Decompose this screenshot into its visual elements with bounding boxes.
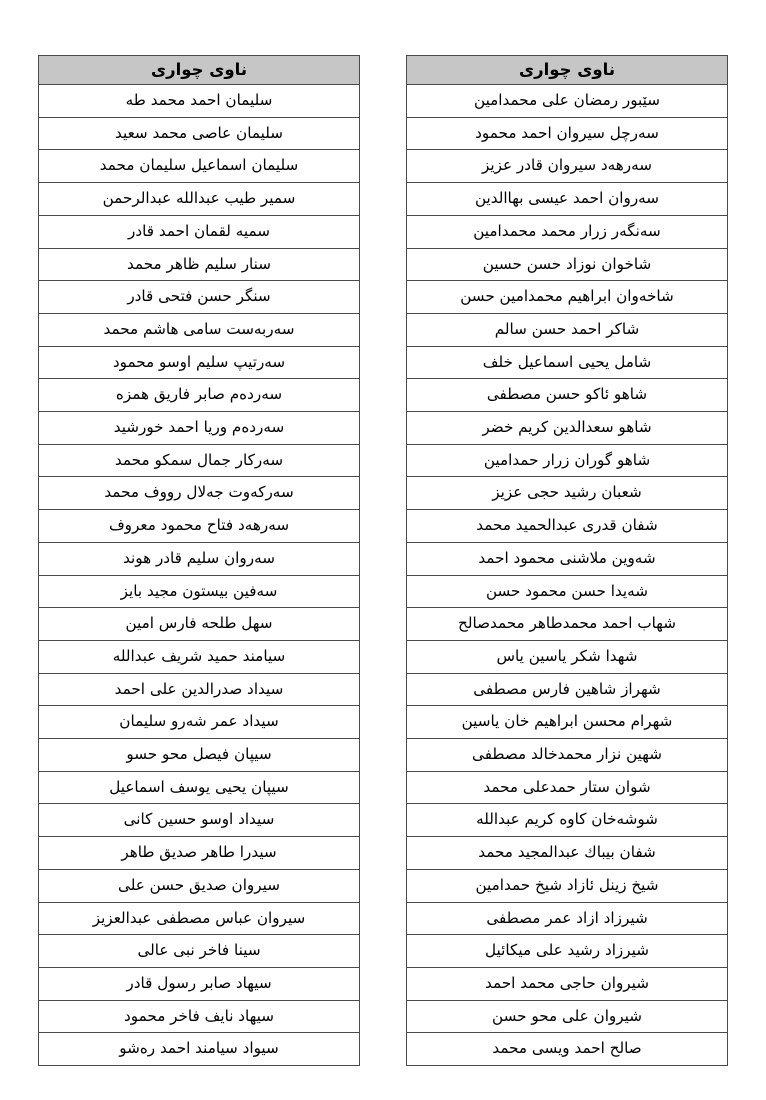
table-row [39,444,360,477]
table-head-left [407,56,728,85]
table-row [407,869,728,902]
name-cell: سینا فاخر نبی عالی [39,935,360,968]
table-row [39,706,360,739]
table-row [407,542,728,575]
table-row [407,902,728,935]
name-cell: سیداد صدرالدین علی احمد [39,673,360,706]
name-cell: سنگر حسن فتحی قادر [39,281,360,314]
name-cell: سمیر طیب عبداللە عبدالرحمن [39,183,360,216]
table-row [39,935,360,968]
table-row [39,510,360,543]
table-row [39,739,360,772]
name-cell: سەرکەوت جەلال رووف محمد [39,477,360,510]
table-row [39,281,360,314]
name-cell: شیرزاد رشید علی میکائیل [407,935,728,968]
name-cell: سلیمان اسماعیل سلیمان محمد [39,150,360,183]
name-cell: سیامند حمید شریف عبداللە [39,640,360,673]
table-row [407,575,728,608]
table-row [39,804,360,837]
name-cell: سیواد سیامند احمد رەشو [39,1033,360,1066]
table-row [39,575,360,608]
table-row [39,477,360,510]
name-cell: سەرچل سیروان احمد محمود [407,117,728,150]
name-cell: سەروان سلیم قادر هوند [39,542,360,575]
name-cell: سیهاد صابر رسول قادر [39,967,360,1000]
table-row [407,1000,728,1033]
table-row [407,117,728,150]
table-row [407,85,728,118]
name-cell: شیرزاد ازاد عمر مصطفی [407,902,728,935]
name-cell: شهاب احمد محمدطاهر محمدصالح [407,608,728,641]
name-cell: شاهو سعدالدین کریم خضر [407,412,728,445]
table-row [39,673,360,706]
table-row [407,346,728,379]
name-cell: شهدا شکر یاسین یاس [407,640,728,673]
table-row [407,215,728,248]
name-cell: شوان ستار حمدعلی محمد [407,771,728,804]
table-row [407,837,728,870]
name-cell: شیخ زینل ئازاد شیخ حمدامین [407,869,728,902]
table-row [39,313,360,346]
table-row [407,379,728,412]
table-header-row-left [407,56,728,85]
name-cell: سەرکار جمال سمکو محمد [39,444,360,477]
table-row [407,248,728,281]
table-row [39,379,360,412]
table-row [407,673,728,706]
table-row [407,477,728,510]
name-cell: سیروان عباس مصطفی عبدالعزیز [39,902,360,935]
name-cell: سیروان صدیق حسن علی [39,869,360,902]
table-row [39,412,360,445]
name-cell: شهراز شاهین فارس مصطفی [407,673,728,706]
table-row [39,608,360,641]
table-row [407,281,728,314]
table-row [407,150,728,183]
table-row [39,771,360,804]
name-cell: شفان قدری عبدالحمید محمد [407,510,728,543]
name-cell: سیدرا طاهر صدیق طاهر [39,837,360,870]
table-row [407,183,728,216]
table-row [39,85,360,118]
table-row [39,837,360,870]
column-header-name-left: ناوی چواری [407,56,728,85]
name-cell: شهین نزار محمدخالد مصطفی [407,739,728,772]
name-cell: سهل طلحە فارس امین [39,608,360,641]
table-row [407,640,728,673]
table-row [39,640,360,673]
table-row [39,248,360,281]
table-row [407,510,728,543]
name-cell: شیروان علی محو حسن [407,1000,728,1033]
table-row [407,804,728,837]
column-header-name-right: ناوی چواری [39,56,360,85]
name-cell: شاکر احمد حسن سالم [407,313,728,346]
table-row [407,967,728,1000]
table-row [407,935,728,968]
table-head-right [39,56,360,85]
table-row [39,346,360,379]
name-cell: سەرهەد فتاح محمود معروف [39,510,360,543]
name-cell: شوشەخان کاوە کریم عبداللە [407,804,728,837]
table-row [407,1033,728,1066]
table-header-row-right [39,56,360,85]
name-cell: شاخەوان ابراهیم محمدامین حسن [407,281,728,314]
table-row [407,608,728,641]
name-cell: شهرام محسن ابراهیم خان یاسین [407,706,728,739]
name-cell: شاهو ئاکو حسن مصطفی [407,379,728,412]
name-cell: سیداد عمر شەرو سلیمان [39,706,360,739]
name-cell: سێبور رمضان علی محمدامین [407,85,728,118]
name-cell: سەربەست سامی هاشم محمد [39,313,360,346]
name-cell: شەیدا حسن محمود حسن [407,575,728,608]
tables-container [0,55,766,1066]
table-body-left [407,85,728,1066]
name-cell: سیپان یحیی یوسف اسماعیل [39,771,360,804]
name-cell: سیپان فیصل محو حسو [39,739,360,772]
name-cell: سەردەم وریا احمد خورشید [39,412,360,445]
table-row [39,183,360,216]
table-row [39,542,360,575]
table-row [39,1000,360,1033]
name-cell: شعبان رشید حجی عزیز [407,477,728,510]
name-cell: شیروان حاجی محمد احمد [407,967,728,1000]
name-cell: شاخوان نوزاد حسن حسین [407,248,728,281]
name-cell: سەنگەر زرار محمد محمدامین [407,215,728,248]
table-row [39,117,360,150]
table-row [39,902,360,935]
name-cell: سەرتیپ سلیم اوسو محمود [39,346,360,379]
table-row [407,444,728,477]
table-row [407,706,728,739]
names-table-right [38,55,360,1066]
table-row [39,869,360,902]
name-cell: شەوین ملاشنی محمود احمد [407,542,728,575]
name-cell: سمیە لقمان احمد قادر [39,215,360,248]
table-row [407,313,728,346]
name-cell: شفان بیباك عبدالمجید محمد [407,837,728,870]
table-row [407,771,728,804]
table-row [39,1033,360,1066]
names-table-left [406,55,728,1066]
name-cell: سیهاد نایف فاخر محمود [39,1000,360,1033]
name-cell: سەفین بیستون مجید بایز [39,575,360,608]
table-row [39,150,360,183]
name-cell: سیداد اوسو حسین کانی [39,804,360,837]
name-cell: شامل یحیی اسماعیل خلف [407,346,728,379]
table-row [407,412,728,445]
name-cell: صالح احمد ویسی محمد [407,1033,728,1066]
name-cell: سلیمان عاصی محمد سعید [39,117,360,150]
name-cell: سەروان احمد عیسی بهاالدین [407,183,728,216]
name-cell: سەرهەد سیروان قادر عزیز [407,150,728,183]
table-body-right [39,85,360,1066]
name-cell: سەردەم صابر فاریق همزە [39,379,360,412]
name-cell: سنار سلیم ظاهر محمد [39,248,360,281]
table-row [407,739,728,772]
table-row [39,215,360,248]
name-cell: شاهو گوران زرار حمدامین [407,444,728,477]
table-row [39,967,360,1000]
name-cell: سلیمان احمد محمد طه [39,85,360,118]
